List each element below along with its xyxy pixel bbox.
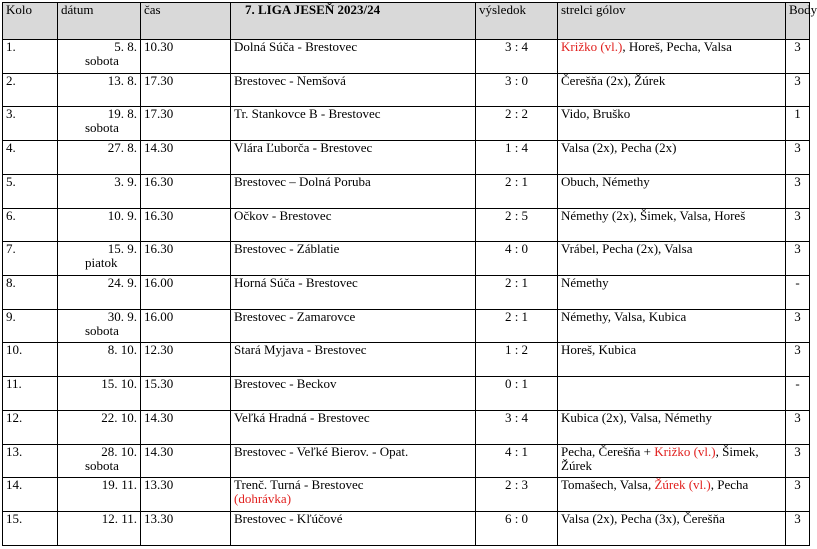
round-cell xyxy=(3,174,58,208)
match-cell xyxy=(231,174,476,208)
match-teams: Brestovec - Kľúčové xyxy=(234,511,343,527)
header-scorers: strelci gólov xyxy=(558,3,786,40)
match-date: 8. 10. xyxy=(107,342,137,358)
round-cell xyxy=(3,512,58,546)
table-row xyxy=(3,377,810,411)
match-points: - xyxy=(795,275,800,291)
time-cell xyxy=(141,410,231,444)
match-day: sobota xyxy=(85,457,119,473)
scorers-cell xyxy=(558,343,786,377)
points-cell xyxy=(786,73,810,107)
points-cell xyxy=(786,40,810,74)
match-teams: Horná Súča - Brestovec xyxy=(234,275,358,291)
time-cell xyxy=(141,512,231,546)
points-cell xyxy=(786,107,810,141)
date-cell xyxy=(58,242,141,276)
match-teams: Stará Myjava - Brestovec xyxy=(234,342,367,358)
match-cell xyxy=(231,512,476,546)
header-time: čas xyxy=(141,3,231,40)
scorer-text: Némethy (2x), Šimek, Valsa, Horeš xyxy=(561,207,746,223)
table-row xyxy=(3,107,810,141)
score-cell xyxy=(476,242,558,276)
match-cell xyxy=(231,478,476,512)
match-cell xyxy=(231,73,476,107)
match-points: 3 xyxy=(794,342,801,358)
match-cell xyxy=(231,40,476,74)
match-score: 0 : 1 xyxy=(504,376,529,392)
match-teams: Brestovec - Beckov xyxy=(234,376,337,392)
scorers-cell xyxy=(558,410,786,444)
scorers-cell xyxy=(558,208,786,242)
scorer-text: Horeš, Kubica xyxy=(561,342,637,358)
table-row xyxy=(3,141,810,175)
match-cell xyxy=(231,208,476,242)
scorers-cell xyxy=(558,512,786,546)
scorer-text: Valsa (2x), Pecha (3x), Čerešňa xyxy=(561,511,725,527)
round-number: 10. xyxy=(6,342,23,358)
round-number: 15. xyxy=(6,511,23,527)
scorers-cell xyxy=(558,444,786,478)
date-cell xyxy=(58,107,141,141)
round-number: 1. xyxy=(6,39,16,54)
match-cell xyxy=(231,410,476,444)
table-row xyxy=(3,478,810,512)
match-date: 24. 9. xyxy=(107,275,137,291)
round-number: 12. xyxy=(6,409,23,425)
score-cell xyxy=(476,512,558,546)
match-date: 10. 9. xyxy=(107,207,137,223)
match-teams: Brestovec - Zamarovce xyxy=(234,308,356,324)
scorers-cell xyxy=(558,40,786,74)
table-row xyxy=(3,343,810,377)
points-cell xyxy=(786,410,810,444)
match-points: 3 xyxy=(794,207,801,223)
match-points: 3 xyxy=(794,173,801,189)
scorers-cell xyxy=(558,141,786,175)
match-score: 2 : 1 xyxy=(504,308,529,324)
match-score: 2 : 5 xyxy=(504,207,529,223)
scorer-text: , Pecha xyxy=(710,477,749,493)
points-cell xyxy=(786,309,810,343)
kickoff-time: 16.00 xyxy=(144,308,174,324)
date-cell xyxy=(58,512,141,546)
points-cell xyxy=(786,242,810,276)
table-row xyxy=(3,242,810,276)
header-round: Kolo xyxy=(3,3,58,40)
round-cell xyxy=(3,410,58,444)
kickoff-time: 14.30 xyxy=(144,409,174,425)
scorer-text: Obuch, Némethy xyxy=(561,173,650,189)
match-teams: Brestovec - Veľké Bierov. - Opat. xyxy=(234,443,409,459)
date-cell xyxy=(58,343,141,377)
match-cell xyxy=(231,444,476,478)
points-cell xyxy=(786,208,810,242)
round-cell xyxy=(3,208,58,242)
date-cell xyxy=(58,444,141,478)
match-teams: Brestovec - Nemšová xyxy=(234,72,346,88)
match-note: (dohrávka) xyxy=(234,491,292,507)
match-score: 3 : 0 xyxy=(504,72,529,88)
score-cell xyxy=(476,444,558,478)
match-date: 3. 9. xyxy=(114,173,137,189)
match-points: 3 xyxy=(794,443,801,459)
score-cell xyxy=(476,40,558,74)
score-cell xyxy=(476,174,558,208)
match-date: 19. 11. xyxy=(101,477,137,493)
match-date: 15. 9. xyxy=(107,241,137,257)
kickoff-time: 14.30 xyxy=(144,443,174,459)
table-row xyxy=(3,208,810,242)
match-teams: Tr. Stankovce B - Brestovec xyxy=(234,106,381,122)
match-points: - xyxy=(795,376,800,392)
match-score: 3 : 4 xyxy=(504,409,529,425)
scorer-text: Vrábel, Pecha (2x), Valsa xyxy=(561,241,693,257)
match-date: 5. 8. xyxy=(114,39,137,54)
round-cell xyxy=(3,141,58,175)
match-date: 27. 8. xyxy=(107,140,137,156)
table-row xyxy=(3,444,810,478)
date-cell xyxy=(58,309,141,343)
points-cell xyxy=(786,343,810,377)
round-cell xyxy=(3,444,58,478)
table-row xyxy=(3,174,810,208)
round-cell xyxy=(3,276,58,310)
points-cell xyxy=(786,377,810,411)
round-cell xyxy=(3,242,58,276)
date-cell xyxy=(58,410,141,444)
kickoff-time: 17.30 xyxy=(144,72,174,88)
match-teams: Brestovec - Záblatie xyxy=(234,241,340,257)
points-cell xyxy=(786,444,810,478)
scorer-text: Tomašech, Valsa, xyxy=(561,477,655,493)
match-score: 4 : 1 xyxy=(504,443,529,459)
header-points: Body xyxy=(786,3,810,40)
date-cell xyxy=(58,141,141,175)
kickoff-time: 16.30 xyxy=(144,207,174,223)
match-points: 3 xyxy=(794,39,801,54)
scorers-cell xyxy=(558,377,786,411)
date-cell xyxy=(58,40,141,74)
match-points: 3 xyxy=(794,477,801,493)
date-cell xyxy=(58,377,141,411)
match-date: 15. 10. xyxy=(101,376,137,392)
round-number: 11. xyxy=(6,376,22,392)
scorer-text: Valsa (2x), Pecha (2x) xyxy=(561,140,677,156)
table-row xyxy=(3,309,810,343)
results-table xyxy=(2,2,817,546)
match-score: 3 : 4 xyxy=(504,39,529,54)
score-cell xyxy=(476,410,558,444)
scorers-cell xyxy=(558,276,786,310)
table-row xyxy=(3,40,810,74)
match-score: 6 : 0 xyxy=(504,511,529,527)
match-points: 1 xyxy=(794,106,801,122)
time-cell xyxy=(141,107,231,141)
table-row xyxy=(3,512,810,546)
round-cell xyxy=(3,309,58,343)
round-number: 5. xyxy=(6,173,16,189)
scorers-cell xyxy=(558,309,786,343)
date-cell xyxy=(58,73,141,107)
round-cell xyxy=(3,478,58,512)
scorer-text: Némethy, Valsa, Kubica xyxy=(561,308,687,324)
match-day: piatok xyxy=(85,255,118,271)
score-cell xyxy=(476,478,558,512)
date-cell xyxy=(58,208,141,242)
points-cell xyxy=(786,141,810,175)
table-row xyxy=(3,73,810,107)
scorers-cell xyxy=(558,174,786,208)
kickoff-time: 12.30 xyxy=(144,342,174,358)
match-points: 3 xyxy=(794,140,801,156)
match-day: sobota xyxy=(85,53,119,68)
kickoff-time: 10.30 xyxy=(144,39,174,54)
table-body xyxy=(3,40,810,546)
score-cell xyxy=(476,309,558,343)
match-cell xyxy=(231,276,476,310)
time-cell xyxy=(141,40,231,74)
round-cell xyxy=(3,40,58,74)
kickoff-time: 13.30 xyxy=(144,477,174,493)
scorer-text: Čerešňa (2x), Žúrek xyxy=(561,72,666,88)
scorers-cell xyxy=(558,73,786,107)
kickoff-time: 15.30 xyxy=(144,376,174,392)
header-date: dátum xyxy=(58,3,141,40)
kickoff-time: 14.30 xyxy=(144,140,174,156)
match-score: 2 : 3 xyxy=(504,477,529,493)
time-cell xyxy=(141,377,231,411)
own-goal-scorer: Žúrek (vl.) xyxy=(654,477,711,493)
round-cell xyxy=(3,73,58,107)
round-number: 9. xyxy=(6,308,16,324)
score-cell xyxy=(476,377,558,411)
match-date: 19. 8. xyxy=(107,106,137,122)
match-score: 2 : 1 xyxy=(504,275,529,291)
points-cell xyxy=(786,512,810,546)
time-cell xyxy=(141,343,231,377)
score-cell xyxy=(476,73,558,107)
match-points: 3 xyxy=(794,308,801,324)
match-date: 13. 8. xyxy=(107,72,137,88)
match-teams: Brestovec – Dolná Poruba xyxy=(234,173,371,189)
match-teams: Veľká Hradná - Brestovec xyxy=(234,409,370,425)
time-cell xyxy=(141,444,231,478)
points-cell xyxy=(786,276,810,310)
match-points: 3 xyxy=(794,72,801,88)
match-cell xyxy=(231,309,476,343)
header-title: 7. LIGA JESEŇ 2023/24 xyxy=(231,3,476,40)
match-teams: Trenč. Turná - Brestovec xyxy=(234,477,364,493)
date-cell xyxy=(58,478,141,512)
match-cell xyxy=(231,343,476,377)
own-goal-scorer: Križko (vl.) xyxy=(561,39,623,54)
match-teams: Dolná Súča - Brestovec xyxy=(234,39,358,54)
kickoff-time: 16.00 xyxy=(144,275,174,291)
round-number: 8. xyxy=(6,275,16,291)
kickoff-time: 16.30 xyxy=(144,173,174,189)
time-cell xyxy=(141,276,231,310)
match-score: 4 : 0 xyxy=(504,241,529,257)
scorer-text: Vido, Bruško xyxy=(561,106,631,122)
time-cell xyxy=(141,208,231,242)
header-result: výsledok xyxy=(476,3,558,40)
scorer-text: Pecha, Čerešňa + xyxy=(561,443,655,459)
scorer-text: , Šimek, Žúrek xyxy=(561,443,759,473)
score-cell xyxy=(476,141,558,175)
scorer-text: Kubica (2x), Valsa, Némethy xyxy=(561,409,713,425)
match-day: sobota xyxy=(85,322,119,338)
time-cell xyxy=(141,242,231,276)
date-cell xyxy=(58,174,141,208)
match-day: sobota xyxy=(85,120,119,136)
score-cell xyxy=(476,107,558,141)
table-row xyxy=(3,276,810,310)
table-row xyxy=(3,410,810,444)
round-cell xyxy=(3,377,58,411)
round-number: 2. xyxy=(6,72,16,88)
match-score: 2 : 1 xyxy=(504,173,529,189)
score-cell xyxy=(476,343,558,377)
match-teams: Očkov - Brestovec xyxy=(234,207,332,223)
match-cell xyxy=(231,141,476,175)
match-score: 2 : 2 xyxy=(504,106,529,122)
scorers-cell xyxy=(558,478,786,512)
match-score: 1 : 4 xyxy=(504,140,529,156)
score-cell xyxy=(476,208,558,242)
round-number: 14. xyxy=(6,477,23,493)
score-cell xyxy=(476,276,558,310)
match-cell xyxy=(231,242,476,276)
time-cell xyxy=(141,141,231,175)
match-cell xyxy=(231,107,476,141)
round-number: 7. xyxy=(6,241,16,257)
match-score: 1 : 2 xyxy=(504,342,529,358)
match-date: 12. 11. xyxy=(101,511,137,527)
match-cell xyxy=(231,377,476,411)
points-cell xyxy=(786,478,810,512)
scorers-cell xyxy=(558,107,786,141)
round-cell xyxy=(3,343,58,377)
own-goal-scorer: Križko (vl.) xyxy=(654,443,716,459)
round-number: 3. xyxy=(6,106,16,122)
time-cell xyxy=(141,73,231,107)
points-cell xyxy=(786,174,810,208)
match-date: 30. 9. xyxy=(107,308,137,324)
match-points: 3 xyxy=(794,409,801,425)
round-number: 13. xyxy=(6,443,23,459)
kickoff-time: 17.30 xyxy=(144,106,174,122)
date-cell xyxy=(58,276,141,310)
scorers-cell xyxy=(558,242,786,276)
scorer-text: Némethy xyxy=(561,275,609,291)
match-points: 3 xyxy=(794,241,801,257)
match-points: 3 xyxy=(794,511,801,527)
time-cell xyxy=(141,309,231,343)
round-number: 6. xyxy=(6,207,16,223)
header-row xyxy=(3,3,810,40)
kickoff-time: 13.30 xyxy=(144,511,174,527)
scorer-text: , Horeš, Pecha, Valsa xyxy=(622,39,732,54)
match-teams: Vlára Ľuborča - Brestovec xyxy=(234,140,373,156)
round-cell xyxy=(3,107,58,141)
time-cell xyxy=(141,174,231,208)
match-date: 22. 10. xyxy=(101,409,137,425)
time-cell xyxy=(141,478,231,512)
match-date: 28. 10. xyxy=(101,443,137,459)
round-number: 4. xyxy=(6,140,16,156)
kickoff-time: 16.30 xyxy=(144,241,174,257)
